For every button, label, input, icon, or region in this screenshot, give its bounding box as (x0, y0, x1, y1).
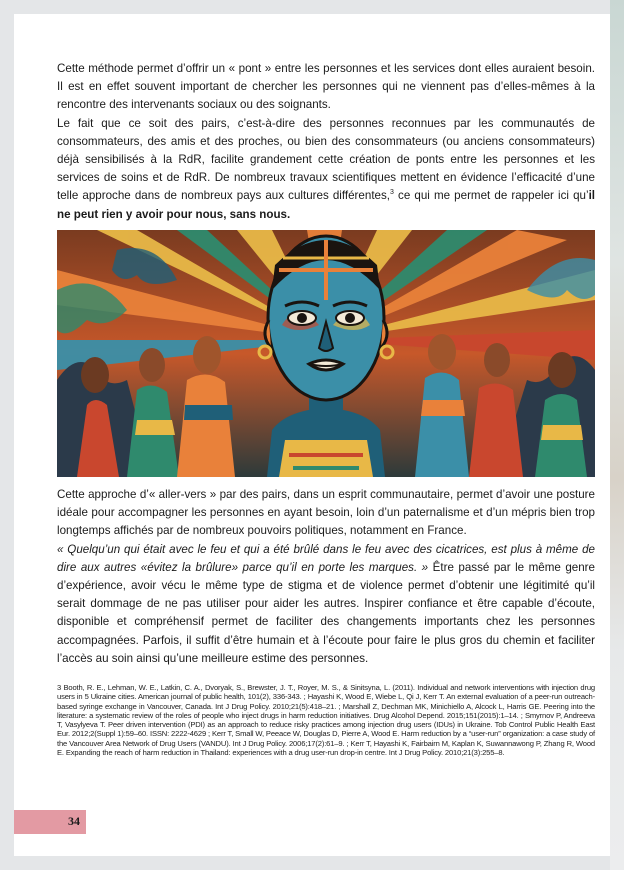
paragraph-text: Le fait que ce soit des pairs, c’est-à-dire des personnes reconnues par les communautés de consommateurs, des amis et des proches, ou bien des consommateurs (ou anciens consommateurs) déjà sensibilisés à la RdR, facilite grandement cette création de ponts entre les personnes et les services de soins et de RdR. De nombreux travaux scientifiques mettent en évidence l’efficacité d’une telle approche dans de nombreux pays aux cultures différentes, (57, 116, 595, 203)
paragraph-text: Être passé par le même genre d’expérience, avoir vécu le même type de stigma et de violence permet d’obtenir une légitimité qu’il serait dommage de ne pas utiliser pour aider les autres. Inspirer confiance et être capable d’écoute, disponible et compréhensif permet de faciliter des changements importants chez les personnes accompagnées. Parfois, il suffit d’être humain et à l’écoute pour faire le plus gros du chemin et faciliter l’accès au soin ainsi qu’une meilleure estime des personnes. (57, 560, 595, 665)
paragraph (57, 541, 595, 668)
page-number: 34 (68, 814, 80, 828)
paragraph: Cette méthode permet d’offrir un « pont » entre les personnes et les services dont elles auraient besoin. Il est en effet souvent important de chercher les personnes qui ne viennent pas d’elles-mêmes à la rencontre des intervenants sociaux ou des soignants. (57, 62, 595, 112)
document-page (14, 14, 610, 856)
emphasis-text: il ne peut rien y avoir pour nous, sans nous. (57, 189, 596, 221)
paragraph: Cette approche d’« aller-vers » par des pairs, dans un esprit communautaire, permet d’avoir une posture idéale pour accompagner les personnes en ayant besoin, loin d’un paternalisme et d’un mépris bien trop longtemps affichés par de nombreux pouvoirs politiques, notamment en France. (57, 488, 595, 538)
footnote: 3 Booth, R. E., Lehman, W. E., Latkin, C. A., Dvoryak, S., Brewster, J. T., Royer, M. S., & Sinitsyna, L. (2011). Individual and network interventions with injection drug users in 5 Ukraine cities. American journal of public health, 101(2), 336-343. ; Hayashi K, Wood E, Wiebe L, Qi J, Kerr T. An external evaluation of a peer-run outreach-based syringe exchange in Vancouver, Canada. Int J Drug Policy. 2010;21(5):418–21. ; Marshall Z, Dechman MK, Minichiello A, Alcock L, Harris GE. Peering into the literature: a systematic review of the roles of people who inject drugs in harm reduction initiatives. Drug Alcohol Depend. 2015;151(2015):1–14. ; Smyrnov P, Andreeva T, Vasylyeva T. Peer driven intervention (PDI) as an approach to reduce risky practices among injection drug users (IDUs) in Ukraine. Tob Control Public Health East Eur. 2012;2(Suppl 1):59–60. ISSN: 2222-4629 ; Kerr T, Small W, Peeace W, Douglas D, Pierre A, Wood E. Harm reduction by a “user-run” organization: a case study of the Vancouver Area Network of Drug Users (VANDU). Int J Drug Policy. 2006;17(2):61–9. ; Kerr T, Hayashi K, Fairbairn M, Kaplan K, Suwannawong P, Zhang R, Wood E. Expanding the reach of harm reduction in Thailand: experiences with a drug user-run drop-in centre. Int J Drug Policy. 2010;21(3):255–8. (57, 683, 595, 758)
paragraph (57, 115, 595, 224)
footnote-reference[interactable]: 3 (390, 189, 394, 197)
adjacent-page-edge (610, 0, 624, 870)
body-text-bottom (57, 486, 595, 668)
afrofuturist-portrait-illustration-icon (57, 230, 595, 477)
paragraph-text: ce qui me permet de rappeler ici qu’ (393, 189, 589, 203)
quotation: « Quelqu’un qui était avec le feu et qui a été brûlé dans le feu avec des cicatrices, est plus à même de dire aux autres «évitez la brûlure» parce qu’il en porte les marques. » (57, 542, 595, 574)
body-text-top (57, 60, 595, 224)
